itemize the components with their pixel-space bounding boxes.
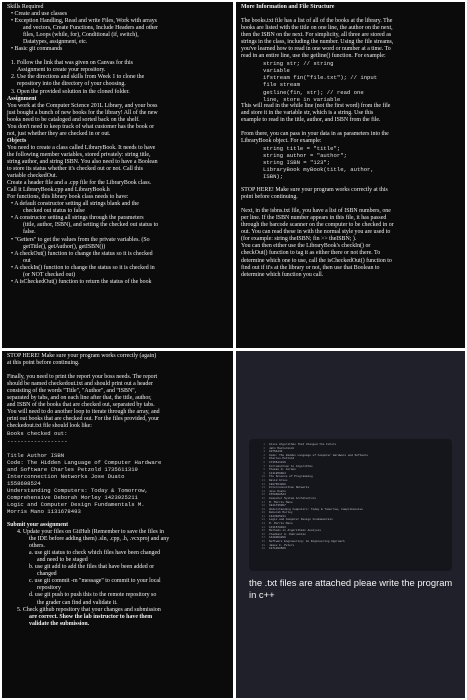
user-message-text: the .txt files are attached pleae write the program in c++: [249, 577, 453, 600]
text-line: 4. Update your files on GitHub (Remember to save the files in: [17, 529, 164, 536]
text-line: This will read in the while line (not the first word) from the file: [241, 102, 391, 109]
text-line: (for example: string theISBN; fin >> theISBN; ).: [241, 236, 357, 243]
line-number: 21: [261, 514, 265, 518]
text-line: string author, and string ISBN. You also need to have a Boolean: [7, 158, 158, 165]
text-line: 5. Check github repository that your changes and submission: [17, 606, 161, 613]
file-line-text: Thomas H. Cormen: [269, 468, 296, 472]
line-number: 23: [261, 522, 265, 526]
text-line: you've learned how to read in one word or number at a time. To: [241, 46, 391, 53]
file-line-text: 1131678493: [269, 525, 286, 529]
line-number: 2: [263, 446, 265, 450]
file-line-text: Charles Petzold: [269, 457, 295, 461]
text-line: and need to be staged: [37, 557, 88, 564]
line-number: 30: [261, 547, 265, 551]
text-line: You need to create a class called LibraryBook. It needs to have: [7, 144, 156, 151]
text-line: Comprehensive Deborah Morley 1423925211: [7, 493, 138, 501]
line-number: 4: [263, 453, 265, 457]
text-line: You don't need to keep track of what customer has the book or: [7, 123, 155, 130]
text-line: 2. Use the directions and skills from Week 1 to clone the: [11, 74, 145, 81]
text-line: the following member variables, stored privately: string title,: [7, 151, 151, 158]
text-line: Finally, you need to print the report your boss needs. The report: [7, 374, 158, 381]
text-line: LibraryBook object. For example:: [241, 137, 322, 144]
text-line: (or NOT checked out): [23, 271, 76, 278]
text-line: Create a header file and a .cpp file for the LibraryBook class.: [7, 180, 152, 187]
line-number: 14: [261, 489, 265, 493]
file-line-text: Logic and Computer Design Fundamentals: [269, 518, 333, 522]
text-line: LibraryBook myBook(title, author,: [263, 165, 374, 173]
file-line-text: Jahn Mactormick: [269, 446, 295, 450]
text-line: the grader can find and validate it.: [37, 599, 118, 606]
text-line: Understanding Computers: Today & Tomorrow,: [7, 486, 148, 494]
text-line: and vectors, Create Functions, Include Headers and other: [23, 25, 158, 32]
file-line-text: 1558608524: [269, 493, 286, 497]
text-line: [241, 124, 461, 131]
text-line: strings in the class, including the number. Using the file streams,: [241, 39, 394, 46]
file-line-text: Vladimir A. Dobrushkin: [269, 532, 306, 536]
instructions-panel-file-structure: [236, 2, 465, 348]
text-line: false.: [23, 229, 36, 236]
text-line: checkOut() function to tag it as either there or not there. To: [241, 250, 381, 257]
text-line: [241, 11, 461, 18]
text-line: STOP HERE! Make sure your program works correctly (again): [7, 353, 157, 359]
file-line-text: Software Engineering: An Engineering Approach: [269, 540, 345, 544]
text-line: are correct. Show the lab instructor to have them: [29, 613, 153, 620]
text-line: consisting of the words "Title", "Author", and "ISBN",: [7, 388, 137, 395]
line-number: 12: [261, 482, 265, 486]
file-line-text: Methods in Algorithmic Analysis: [269, 529, 322, 533]
text-line: to store its status whether it's checked out or not. Call this: [7, 166, 143, 173]
text-line: STOP HERE! Make sure your program works correctly at this: [241, 187, 388, 194]
text-line: per line. If the ISBN number appears in this file, it has passed: [241, 215, 387, 222]
text-line: repository into the directory of your choosing.: [17, 81, 126, 88]
chat-message-panel: [236, 351, 465, 698]
file-line-text: Deborah Morley: [269, 511, 293, 515]
text-line: string title = "title";: [263, 144, 341, 152]
text-line: Assignment: [7, 95, 37, 102]
line-number: 15: [261, 493, 265, 497]
text-line: Skills Required: [7, 4, 44, 10]
text-line: out. You can read these in with the normal style you are used to: [241, 229, 391, 236]
line-number: 1: [263, 443, 265, 446]
text-line: ------------------: [7, 437, 68, 445]
text-line: c. use git commit -m "message" to commit to your local: [29, 578, 161, 585]
text-line: Submit your assignment: [7, 521, 69, 528]
file-line: [261, 547, 446, 551]
text-line: determine which function you call.: [241, 271, 324, 278]
text-line: Objects: [7, 137, 27, 144]
text-line: and ISBN of the books that are checked out, separated by tabs.: [7, 402, 155, 409]
text-line: a. use git status to check which files have been changed: [29, 550, 161, 557]
text-line: More Information and File Structure: [241, 4, 335, 10]
text-line: file stream: [263, 81, 300, 89]
text-line: • Create and use classes: [11, 11, 68, 18]
text-line: through the barcode scanner on the computer to be checked in or: [241, 222, 394, 229]
line-number: 3: [263, 450, 265, 454]
text-line: Code: The Hidden Language of Computer Hardware: [7, 458, 162, 466]
file-line-text: Code: The Hidden Language of Computer Hardware and Software: [269, 453, 369, 457]
line-number: 13: [261, 486, 265, 490]
text-line: point before continuing.: [241, 194, 298, 201]
text-line: should be named checkedout.txt and should print out a header: [7, 381, 153, 388]
line-number: 29: [261, 543, 265, 547]
line-number: 11: [261, 478, 265, 482]
text-line: example to read in the title, author, and ISBN from the file.: [241, 116, 381, 123]
text-line: b. use git add to add the files that have been added or: [29, 564, 155, 571]
text-line: [7, 515, 229, 522]
line-number: 9: [263, 471, 265, 475]
text-line: then the ISBN on the next. For simplicity, all three are stored as: [241, 32, 392, 39]
text-line: checked out status to false: [23, 208, 85, 215]
text-line: You can then either use the LibraryBook's checkIn() or: [241, 243, 371, 250]
file-line-text: Computer System Architecture: [269, 496, 316, 500]
text-line: and Software Charles Petzold 1735611319: [7, 465, 138, 473]
text-line: • Basic git commands: [11, 46, 63, 53]
text-line: • A default constructor setting all strings blank and the: [11, 201, 139, 208]
text-line: string str; // string: [263, 60, 334, 68]
line-number: 20: [261, 511, 265, 515]
text-line: ifstream fin("file.txt"); // input: [263, 74, 378, 82]
text-line: (title, author, ISBN), and setting the checked out status to: [23, 222, 159, 229]
file-line-text: The Science of Programming: [269, 475, 313, 479]
text-line: 1558608524: [7, 479, 41, 487]
file-line-text: Introduction to Algorithms: [269, 464, 313, 468]
text-line: Title Author ISBN: [7, 451, 65, 459]
file-line-text: CHTS1234: [269, 450, 283, 454]
text-line: • "Getters" to get the values from the private variables. (So: [11, 236, 150, 243]
text-line: out: [23, 257, 31, 264]
text-line: Logic and Computer Design Fundamentals M.: [7, 500, 145, 508]
text-line: books need to be cataloged and sorted back on the shelf.: [7, 116, 140, 123]
line-number: 25: [261, 529, 265, 533]
line-number: 18: [261, 504, 265, 508]
text-line: separated by tabs, and on each line after that, the title, author,: [7, 395, 152, 402]
books-txt-screenshot: [249, 439, 452, 571]
text-line: string ISBN = "123";: [263, 158, 331, 166]
instructions-panel-report-submit: [2, 351, 233, 698]
line-number: 27: [261, 536, 265, 540]
file-line-text: Jose Duato: [269, 489, 286, 493]
text-line: string author = "author";: [263, 151, 347, 159]
text-line: read in an entire line, use the getline() function. For example:: [241, 53, 386, 60]
text-line: determine which one to use, call the isCheckedOut() function to: [241, 257, 392, 264]
text-line: variable: [263, 67, 290, 75]
file-line-text: 1420068296: [269, 536, 286, 540]
text-line: Next, in the isbns.txt file, you have a list of ISBN numbers, one: [241, 208, 391, 215]
file-line-text: 1141859984: [269, 471, 286, 475]
text-line: the IDE before adding them) .sln, .cpp, .h, .vcxproj and any: [29, 536, 170, 543]
file-line-text: Interconnection Networks: [269, 486, 310, 490]
text-line: Datatypes, assignment, etc.: [23, 39, 88, 46]
text-line: repository: [37, 585, 61, 592]
line-number: 5: [263, 457, 265, 461]
text-line: • A isCheckedOut() function to return the status of the book: [11, 278, 152, 285]
line-number: 26: [261, 532, 265, 536]
text-line: changed: [37, 571, 57, 578]
text-line: files, Loops (while, for), Conditional (if, switch),: [23, 32, 139, 39]
text-line: • A checkIn() function to change the status so it is checked in: [11, 264, 155, 271]
text-line: and store it in the variable str, which is a string. Use this: [241, 109, 374, 116]
text-line: You work at the Computer Science 201L Library, and your boss: [7, 102, 158, 109]
file-line-text: 1911735067: [269, 504, 286, 508]
file-line-text: Understanding Computers: Today & Tomorrow, Comprehensive: [269, 507, 363, 511]
text-line: line, store in variable: [263, 95, 341, 103]
line-number: 8: [263, 468, 265, 472]
text-line: [241, 180, 461, 187]
text-line: validate the submission.: [29, 620, 90, 627]
line-number: 16: [261, 496, 265, 500]
file-line-text: James F. Peters: [269, 543, 295, 547]
text-line: ISBN);: [263, 173, 284, 181]
file-line-text: David Gries: [269, 478, 288, 482]
text-line: d. use git push to push this to the remote repository so: [29, 592, 157, 599]
text-line: Assignment to create your repository.: [17, 67, 106, 74]
text-line: Call it LibraryBook.cpp and LibraryBook.h: [7, 187, 110, 194]
text-line: books are listed with the title on one line, the author on the next,: [241, 25, 393, 32]
file-line-text: 1987654388: [269, 482, 286, 486]
text-line: • A constructor setting all strings through the parameters: [11, 215, 144, 222]
line-number: 24: [261, 525, 265, 529]
text-line: [7, 367, 229, 374]
file-line-text: 1471208569: [269, 547, 286, 551]
line-number: 22: [261, 518, 265, 522]
line-number: 7: [263, 464, 265, 468]
text-line: You will need to do another loop to iterate through the array, and: [7, 409, 160, 416]
text-line: The books.txt file has a list of all of the books at the library. The: [241, 18, 393, 25]
text-line: 3. Open the provided solution in the cloned folder.: [11, 88, 130, 95]
line-number: 6: [263, 460, 265, 464]
text-line: find out if it's at the library or not, then use that Boolean to: [241, 264, 380, 271]
file-line-text: Alive Algorithms that Changed the Future: [269, 443, 337, 446]
text-line: variable checkedOut.: [7, 173, 58, 180]
text-line: checkedout.txt file should look like:: [7, 423, 92, 430]
text-line: Interconnection Networks Jose Duato: [7, 472, 125, 480]
text-line: at this point before continuing.: [7, 360, 80, 367]
text-line: getline(fin, str); // read one: [263, 88, 364, 96]
text-line: • A checkOut() function to change the status so it is checked: [11, 250, 153, 257]
text-line: print out books that are checked out. For the files provided, your: [7, 416, 159, 423]
line-number: 17: [261, 500, 265, 504]
line-number: 10: [261, 475, 265, 479]
text-line: For functions, this library book class needs to have:: [7, 194, 129, 201]
text-line: not, just whether they are checked in or out.: [7, 130, 111, 137]
text-line: getTitle(), getAuthor(), getISBN()): [23, 243, 106, 250]
text-line: 1. Follow the link that was given on Canvas for this: [11, 60, 133, 67]
file-line-text: 1423925211: [269, 514, 286, 518]
line-number: 28: [261, 540, 265, 544]
instructions-panel-skills-objects: [2, 2, 233, 348]
text-line: Morris Mano 1131678493: [7, 507, 81, 515]
file-line-text: M. Morris Mano: [269, 500, 293, 504]
file-line-text: M. Morris Mano: [269, 522, 293, 526]
line-number: 19: [261, 507, 265, 511]
file-line-text: 1735611319: [269, 460, 286, 464]
text-line: From there, you can pass in your data in as parameters into the: [241, 130, 389, 137]
text-line: [7, 445, 229, 452]
text-line: others.: [29, 543, 45, 550]
text-line: Books checked out:: [7, 430, 68, 438]
text-line: • Exception Handling, Read and write Files, Work with arrays: [11, 18, 157, 25]
text-line: just bought a bunch of new books for the library! All of the new: [7, 109, 158, 116]
